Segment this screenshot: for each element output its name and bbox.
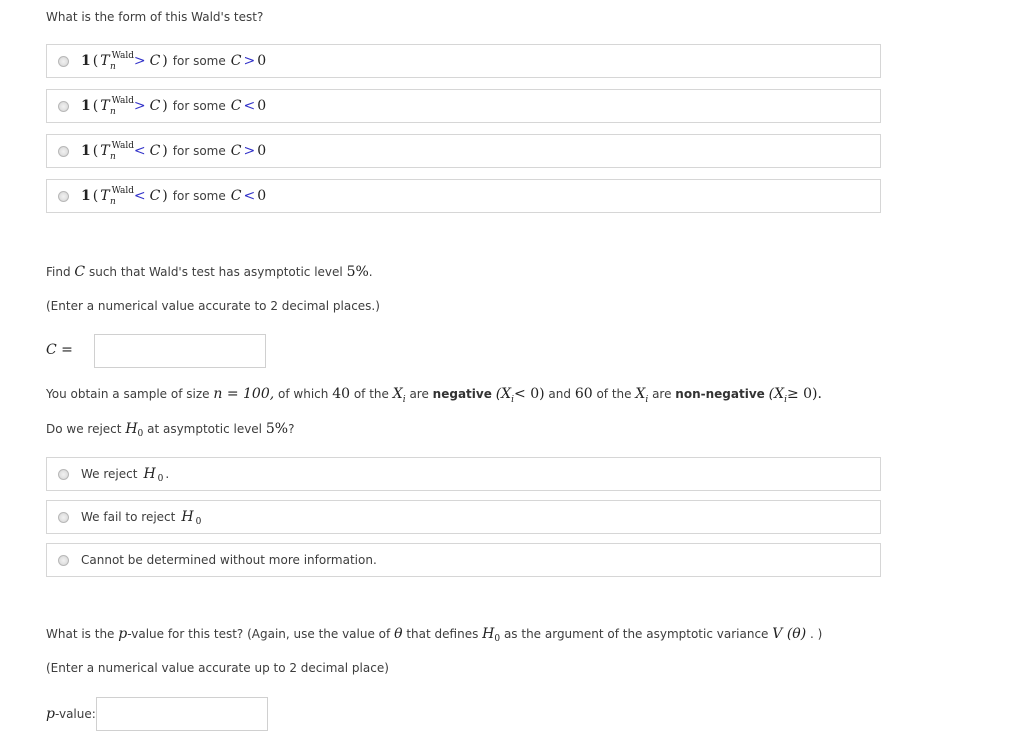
option-label: 1 ( T Wald n > C ) for some C < 0	[81, 96, 267, 117]
q3-reject-prompt: Do we reject $H_0$ at asymptotic level 5%?	[46, 421, 295, 439]
radio-button[interactable]	[58, 146, 69, 157]
q3-option-3[interactable]	[46, 543, 881, 577]
p-value-input[interactable]	[96, 697, 268, 731]
q1-option-3[interactable]	[46, 134, 881, 168]
q2-instructions: (Enter a numerical value accurate to 2 decimal places.)	[46, 299, 380, 313]
q4-prompt: What is the p-value for this test? (Again, use the value of θ that defines $H_0$ as the argument of the asymptotic variance V (θ) . )	[46, 626, 823, 644]
radio-button[interactable]	[58, 191, 69, 202]
c-input-label: C =	[46, 342, 73, 358]
radio-button[interactable]	[58, 555, 69, 566]
q3-option-1[interactable]	[46, 457, 881, 491]
option-label: 1 ( T Wald n < C ) for some C < 0	[81, 186, 267, 207]
radio-button[interactable]	[58, 469, 69, 480]
q1-option-1[interactable]	[46, 44, 881, 78]
c-value-input[interactable]	[94, 334, 266, 368]
q2-prompt: Find C such that Wald's test has asymptotic level 5%.	[46, 264, 373, 280]
radio-button[interactable]	[58, 512, 69, 523]
q1-option-4[interactable]	[46, 179, 881, 213]
q1-prompt: What is the form of this Wald's test?	[46, 10, 264, 24]
q3-option-2[interactable]	[46, 500, 881, 534]
radio-button[interactable]	[58, 101, 69, 112]
q1-option-2[interactable]	[46, 89, 881, 123]
p-value-input-label: p-value:	[46, 706, 96, 722]
option-label: Cannot be determined without more information.	[81, 553, 377, 567]
q3-sample-description: You obtain a sample of size n = 100, of which 40 of the $X_i$ are negative $(X_i< 0)$ and 60 of the $X_i$ are non-negative $(X_i\ge 0)$.	[46, 386, 822, 405]
option-label: We reject H 0 .	[81, 466, 170, 484]
option-label: 1 ( T Wald n < C ) for some C > 0	[81, 141, 267, 162]
option-label: 1 ( T Wald n > C ) for some C > 0	[81, 51, 267, 72]
q4-instructions: (Enter a numerical value accurate up to 2 decimal place)	[46, 661, 389, 675]
radio-button[interactable]	[58, 56, 69, 67]
option-label: We fail to reject H 0	[81, 509, 202, 527]
